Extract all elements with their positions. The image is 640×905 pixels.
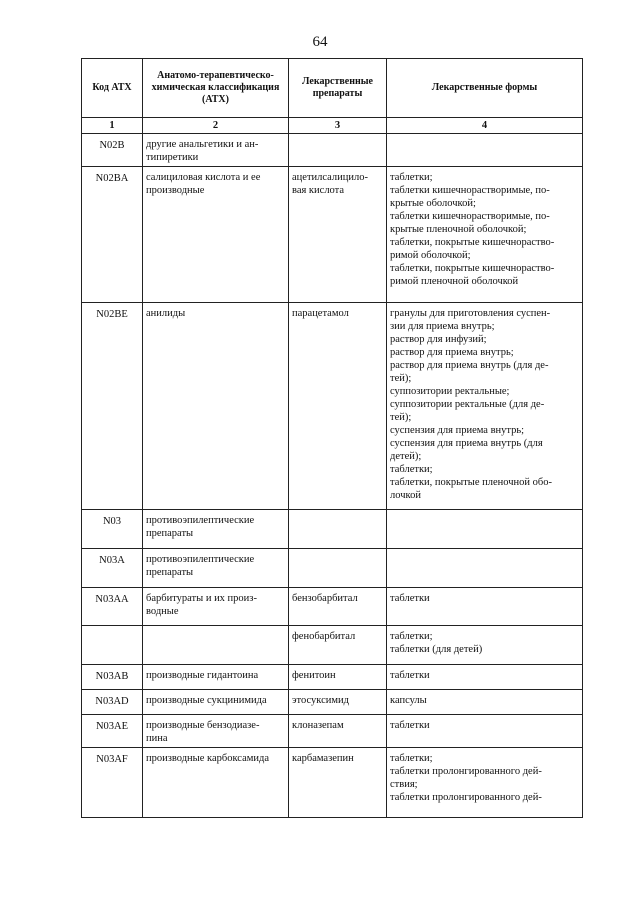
classification-cell: [143, 549, 289, 588]
cell-line: препараты: [146, 528, 194, 539]
cell-line: суспензия для приема внутрь (для: [390, 438, 543, 449]
dosage-forms-cell: [387, 510, 583, 549]
table-row: [82, 549, 583, 588]
cell-line: раствор для приема внутрь;: [390, 347, 514, 358]
drug-cell: [289, 510, 387, 549]
page-number: 64: [312, 34, 328, 50]
cell-line: таблетки, покрытые кишечнораство-: [390, 263, 555, 274]
cell-line: производные бензодиазе-: [146, 720, 260, 731]
cell-line: вая кислота: [292, 185, 345, 196]
cell-line: салициловая кислота и ее: [146, 172, 261, 183]
dosage-forms-cell: [387, 665, 583, 690]
dosage-forms-cell: [387, 748, 583, 818]
cell-line: крытые пленочной оболочкой;: [390, 224, 527, 235]
dosage-forms-cell: [387, 626, 583, 665]
drug-cell: [289, 626, 387, 665]
cell-line: таблетки, покрытые кишечнораство-: [390, 237, 555, 248]
dosage-forms-cell: [387, 588, 583, 626]
table-row: [82, 167, 583, 303]
atx-code-cell: N03AA: [82, 588, 143, 626]
cell-line: противоэпилептические: [146, 554, 255, 565]
cell-line: таблетки пролонгированного дей-: [390, 766, 542, 777]
cell-line: водные: [146, 606, 179, 617]
atx-code-cell: N03AE: [82, 715, 143, 748]
cell-line: пина: [146, 733, 168, 744]
drug-cell: [289, 715, 387, 748]
drug-cell: [289, 549, 387, 588]
drug-cell: [289, 167, 387, 303]
cell-line: парацетамол: [292, 308, 349, 319]
atx-code-cell: [82, 626, 143, 665]
table-row: [82, 715, 583, 748]
atx-code-cell: N03AB: [82, 665, 143, 690]
cell-line: препараты: [146, 567, 194, 578]
drug-cell: [289, 134, 387, 167]
cell-line: анилиды: [146, 308, 186, 319]
table-row: [82, 588, 583, 626]
cell-line: таблетки кишечнорастворимые, по-: [390, 185, 550, 196]
cell-line: тей);: [390, 412, 412, 423]
column-number-row: [82, 118, 583, 134]
classification-cell: [143, 690, 289, 715]
cell-line: производные гидантоина: [146, 670, 259, 681]
column-number: 1: [82, 118, 143, 134]
table-row: [82, 665, 583, 690]
cell-line: противоэпилептические: [146, 515, 255, 526]
table-row: [82, 626, 583, 665]
classification-cell: [143, 748, 289, 818]
dosage-forms-cell: [387, 167, 583, 303]
cell-line: таблетки: [390, 720, 430, 731]
cell-line: раствор для приема внутрь (для де-: [390, 360, 549, 371]
atx-code-cell: N02B: [82, 134, 143, 167]
drug-cell: [289, 690, 387, 715]
cell-line: суппозитории ректальные;: [390, 386, 510, 397]
cell-line: таблетки пролонгированного дей-: [390, 792, 542, 803]
atx-code-cell: N03AF: [82, 748, 143, 818]
dosage-forms-cell: [387, 303, 583, 510]
cell-line: таблетки;: [390, 172, 433, 183]
cell-line: раствор для инфузий;: [390, 334, 487, 345]
drug-cell: [289, 303, 387, 510]
table-row: [82, 748, 583, 818]
dosage-forms-cell: [387, 715, 583, 748]
cell-line: бензобарбитал: [292, 593, 358, 604]
cell-line: зии для приема внутрь;: [390, 321, 495, 332]
column-number: 4: [387, 118, 583, 134]
cell-line: римой пленочной оболочкой: [390, 276, 519, 287]
cell-line: гранулы для приготовления суспен-: [390, 308, 551, 319]
classification-cell: [143, 510, 289, 549]
cell-line: таблетки (для детей): [390, 644, 483, 655]
classification-cell: [143, 588, 289, 626]
cell-line: лочкой: [390, 490, 421, 501]
cell-line: таблетки: [390, 670, 430, 681]
atx-code-cell: N02BE: [82, 303, 143, 510]
table-row: [82, 303, 583, 510]
cell-line: тей);: [390, 373, 412, 384]
cell-line: крытые оболочкой;: [390, 198, 476, 209]
atx-table: [81, 58, 583, 818]
cell-line: этосуксимид: [292, 695, 349, 706]
table-header-row: [82, 59, 583, 118]
cell-line: производные: [146, 185, 205, 196]
drug-cell: [289, 588, 387, 626]
cell-line: капсулы: [390, 695, 427, 706]
cell-line: клоназепам: [292, 720, 344, 731]
atx-code-cell: N03AD: [82, 690, 143, 715]
cell-line: таблетки: [390, 593, 430, 604]
classification-cell: [143, 626, 289, 665]
header-forms: Лекарственные формы: [387, 59, 583, 118]
classification-cell: [143, 167, 289, 303]
classification-cell: [143, 303, 289, 510]
classification-cell: [143, 134, 289, 167]
classification-cell: [143, 715, 289, 748]
cell-line: производные карбоксамида: [146, 753, 270, 764]
header-code: Код АТХ: [82, 59, 143, 118]
table-row: [82, 690, 583, 715]
cell-line: производные сукцинимида: [146, 695, 267, 706]
cell-line: таблетки;: [390, 464, 433, 475]
drug-cell: [289, 665, 387, 690]
header-drugs: Лекарственные препараты: [289, 59, 387, 118]
dosage-forms-cell: [387, 549, 583, 588]
cell-line: таблетки;: [390, 631, 433, 642]
header-classification: Анатомо-терапевтическо-химическая классификация (АТХ): [143, 59, 289, 118]
column-number: 3: [289, 118, 387, 134]
cell-line: карбамазепин: [292, 753, 354, 764]
drug-cell: [289, 748, 387, 818]
cell-line: другие анальгетики и ан-: [146, 139, 259, 150]
cell-line: ацетилсалицило-: [292, 172, 369, 183]
cell-line: барбитураты и их произ-: [146, 593, 257, 604]
cell-line: римой оболочкой;: [390, 250, 471, 261]
cell-line: фенобарбитал: [292, 631, 356, 642]
table-row: [82, 510, 583, 549]
cell-line: ствия;: [390, 779, 418, 790]
cell-line: фенитоин: [292, 670, 336, 681]
table-body: [82, 134, 583, 818]
atx-code-cell: N03A: [82, 549, 143, 588]
cell-line: таблетки, покрытые пленочной обо-: [390, 477, 552, 488]
atx-code-cell: N03: [82, 510, 143, 549]
table-row: [82, 134, 583, 167]
classification-cell: [143, 665, 289, 690]
column-number: 2: [143, 118, 289, 134]
cell-line: детей);: [390, 451, 422, 462]
cell-line: типиретики: [146, 152, 199, 163]
cell-line: суспензия для приема внутрь;: [390, 425, 525, 436]
atx-code-cell: N02BA: [82, 167, 143, 303]
cell-line: таблетки;: [390, 753, 433, 764]
dosage-forms-cell: [387, 134, 583, 167]
dosage-forms-cell: [387, 690, 583, 715]
cell-line: суппозитории ректальные (для де-: [390, 399, 545, 410]
cell-line: таблетки кишечнорастворимые, по-: [390, 211, 550, 222]
